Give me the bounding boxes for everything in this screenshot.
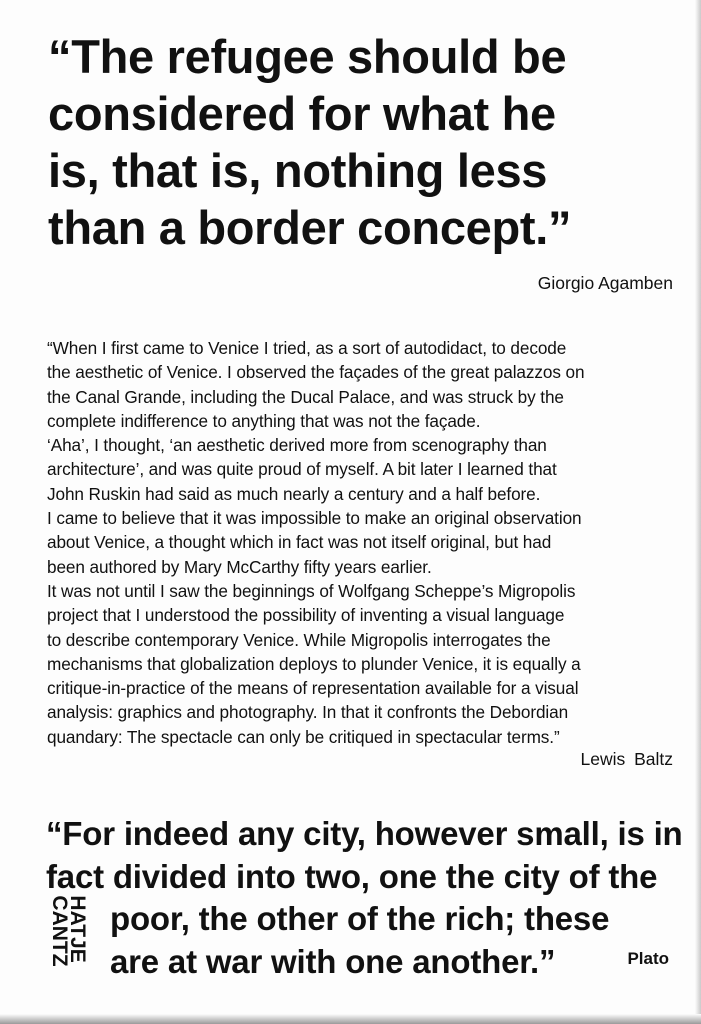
agamben-quote-line: considered for what he <box>48 87 556 140</box>
page-edge-shadow <box>695 0 701 1024</box>
baltz-quote-line: project that I understood the possibility of inventing a visual language <box>47 605 565 626</box>
baltz-quote-line: analysis: graphics and photography. In that it confronts the Debordian <box>47 702 569 723</box>
baltz-quote <box>47 336 687 749</box>
plato-attribution: Plato <box>627 949 669 968</box>
baltz-quote-line: to describe contemporary Venice. While Migropolis interrogates the <box>47 629 551 650</box>
plato-quote-line: “For indeed any city, however small, is in <box>46 815 683 852</box>
plato-quote <box>46 813 686 983</box>
baltz-quote-line: architecture’, and was quite proud of myself. A bit later I learned that <box>47 459 557 480</box>
baltz-quote-line: ‘Aha’, I thought, ‘an aesthetic derived more from scenography than <box>47 435 547 456</box>
publisher-logo-line: CANTZ <box>48 895 71 967</box>
baltz-attribution: Lewis Baltz <box>580 749 673 769</box>
plato-quote-line: poor, the other of the rich; these <box>110 900 610 937</box>
plato-quote-line: fact divided into two, one the city of the <box>46 857 658 895</box>
baltz-quote-line: about Venice, a thought which in fact was not itself original, but had <box>47 532 552 553</box>
plato-quote-line: are at war with one another.” <box>110 942 556 980</box>
baltz-quote-line: It was not until I saw the beginnings of Wolfgang Scheppe’s Migropolis <box>47 580 576 601</box>
baltz-quote-line: the aesthetic of Venice. I observed the façades of the great palazzos on <box>47 362 585 383</box>
baltz-quote-line: quandary: The spectacle can only be critiqued in spectacular terms.” <box>47 726 560 747</box>
baltz-quote-line: I came to believe that it was impossible to make an original observation <box>47 508 582 529</box>
baltz-quote-line: mechanisms that globalization deploys to plunder Venice, it is equally a <box>47 653 581 674</box>
publisher-logo-line: HATJE <box>66 895 89 963</box>
baltz-quote-line: complete indifference to anything that was not the façade. <box>47 410 481 431</box>
baltz-quote-line: “When I first came to Venice I tried, as a sort of autodidact, to decode <box>47 338 567 358</box>
agamben-quote <box>48 28 688 256</box>
agamben-quote-line: than a border concept.” <box>48 201 572 254</box>
publisher-logo-text <box>48 895 89 967</box>
baltz-quote-line: John Ruskin had said as much nearly a century and a half before. <box>47 483 541 504</box>
agamben-quote-line: “The refugee should be <box>48 30 567 83</box>
baltz-quote-line: been authored by Mary McCarthy fifty years earlier. <box>47 556 432 577</box>
baltz-quote-line: critique-in-practice of the means of representation available for a visual <box>47 678 579 699</box>
baltz-quote-line: the Canal Grande, including the Ducal Palace, and was struck by the <box>47 386 564 407</box>
page-bottom-shadow <box>0 1014 701 1024</box>
publisher-logo <box>48 893 88 969</box>
agamben-attribution: Giorgio Agamben <box>537 273 673 293</box>
agamben-quote-line: is, that is, nothing less <box>48 144 548 197</box>
